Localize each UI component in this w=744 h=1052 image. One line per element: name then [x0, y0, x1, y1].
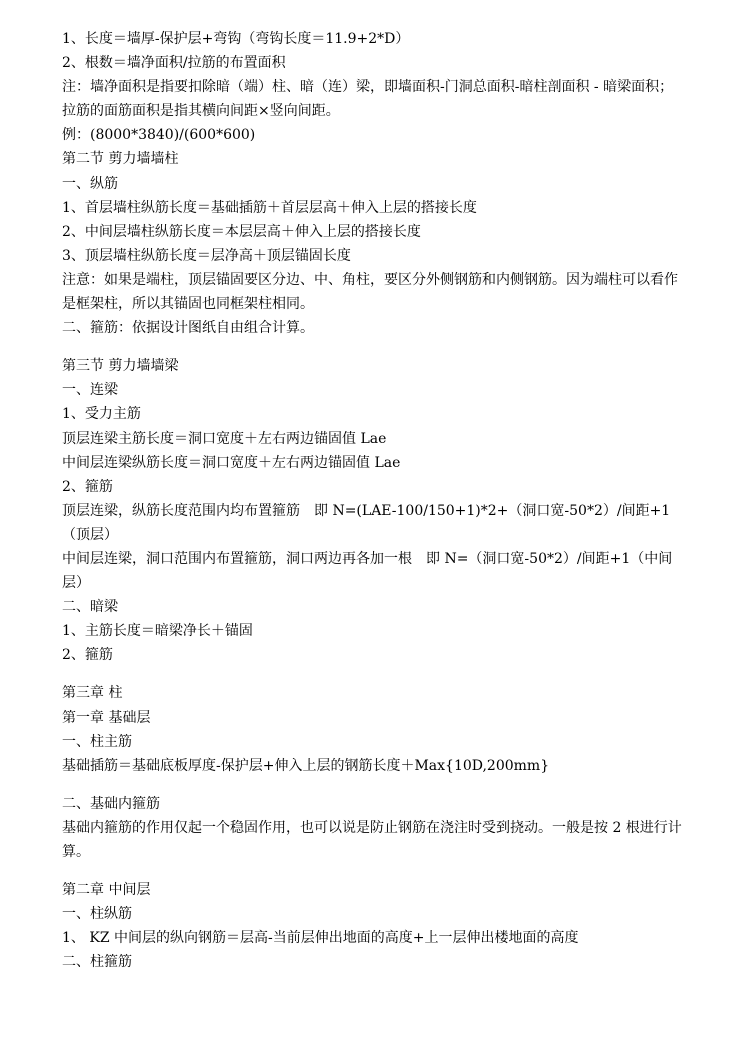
note-paragraph: 注：墙净面积是指要扣除暗（端）柱、暗（连）梁，即墙面积-门洞总面积-暗柱剖面积 - 暗梁面积；: [62, 79, 674, 96]
text-line: 1、受力主筋: [62, 406, 141, 423]
text-line: 3、顶层墙柱纵筋长度＝层净高＋顶层锚固长度: [62, 247, 351, 264]
subsection-heading: 二、基础内箍筋: [62, 795, 160, 812]
subsection-heading: 一、纵筋: [62, 175, 118, 192]
chapter-heading: 第二章 中间层: [62, 882, 151, 899]
subsection-heading: 一、连梁: [62, 382, 118, 399]
section-heading: 第二节 剪力墙墙柱: [62, 151, 179, 168]
note-paragraph: 注意：如果是端柱，顶层锚固要区分边、中、角柱，要区分外侧钢筋和内侧钢筋。因为端柱可以看作是框架柱，所以其锚固也同框架柱相同。: [62, 271, 678, 313]
example-line: 例：(8000*3840)/(600*600): [62, 127, 256, 144]
subsection-heading: 二、暗梁: [62, 599, 118, 616]
paragraph-gap: [62, 340, 688, 354]
subsection-heading: 二、箍筋：依据设计图纸自由组合计算。: [62, 320, 314, 337]
text-paragraph: 中间层连梁，洞口范围内布置箍筋，洞口两边再各加一根 即 N=（洞口宽-50*2）/间距+1（中间层）: [62, 550, 673, 592]
text-line: 基础插筋＝基础底板厚度-保护层+伸入上层的钢筋长度＋Max{10D,200mm}: [62, 757, 550, 774]
section-heading: 第三节 剪力墙墙梁: [62, 358, 179, 375]
chapter-heading: 第一章 基础层: [62, 709, 151, 726]
subsection-heading: 二、柱箍筋: [62, 954, 132, 971]
text-line: 2、根数＝墙净面积/拉筋的布置面积: [62, 55, 286, 72]
text-line: 1、 KZ 中间层的纵向钢筋＝层高-当前层伸出地面的高度+上一层伸出楼地面的高度: [62, 930, 579, 947]
paragraph-gap: [62, 864, 688, 878]
chapter-heading: 第三章 柱: [62, 685, 123, 702]
subsection-heading: 一、柱主筋: [62, 733, 132, 750]
text-line: 2、箍筋: [62, 478, 113, 495]
text-paragraph: 基础内箍筋的作用仅起一个稳固作用，也可以说是防止钢筋在浇注时受到挠动。一般是按 2 根进行计算。: [62, 819, 682, 860]
subsection-heading: 一、柱纵筋: [62, 906, 132, 923]
text-line: 1、首层墙柱纵筋长度＝基础插筋＋首层层高＋伸入上层的搭接长度: [62, 199, 477, 216]
text-line: 中间层连梁纵筋长度＝洞口宽度＋左右两边锚固值 Lae: [62, 454, 401, 471]
paragraph-gap: [62, 667, 688, 681]
text-line: 2、箍筋: [62, 647, 113, 664]
text-line: 1、长度＝墙厚-保护层+弯钩（弯钩长度＝11.9+2*D）: [62, 31, 410, 47]
text-line: 2、中间层墙柱纵筋长度＝本层层高＋伸入上层的搭接长度: [62, 223, 421, 240]
text-line: 1、主筋长度＝暗梁净长＋锚固: [62, 623, 253, 640]
text-line: 拉筋的面筋面积是指其横向间距×竖向间距。: [62, 103, 340, 120]
text-paragraph: 顶层连梁，纵筋长度范围内均布置箍筋 即 N=(LAE-100/150+1)*2+（洞口宽-50*2）/间距+1（顶层）: [62, 502, 671, 543]
text-line: 顶层连梁主筋长度＝洞口宽度＋左右两边锚固值 Lae: [62, 430, 387, 447]
paragraph-gap: [62, 778, 688, 792]
